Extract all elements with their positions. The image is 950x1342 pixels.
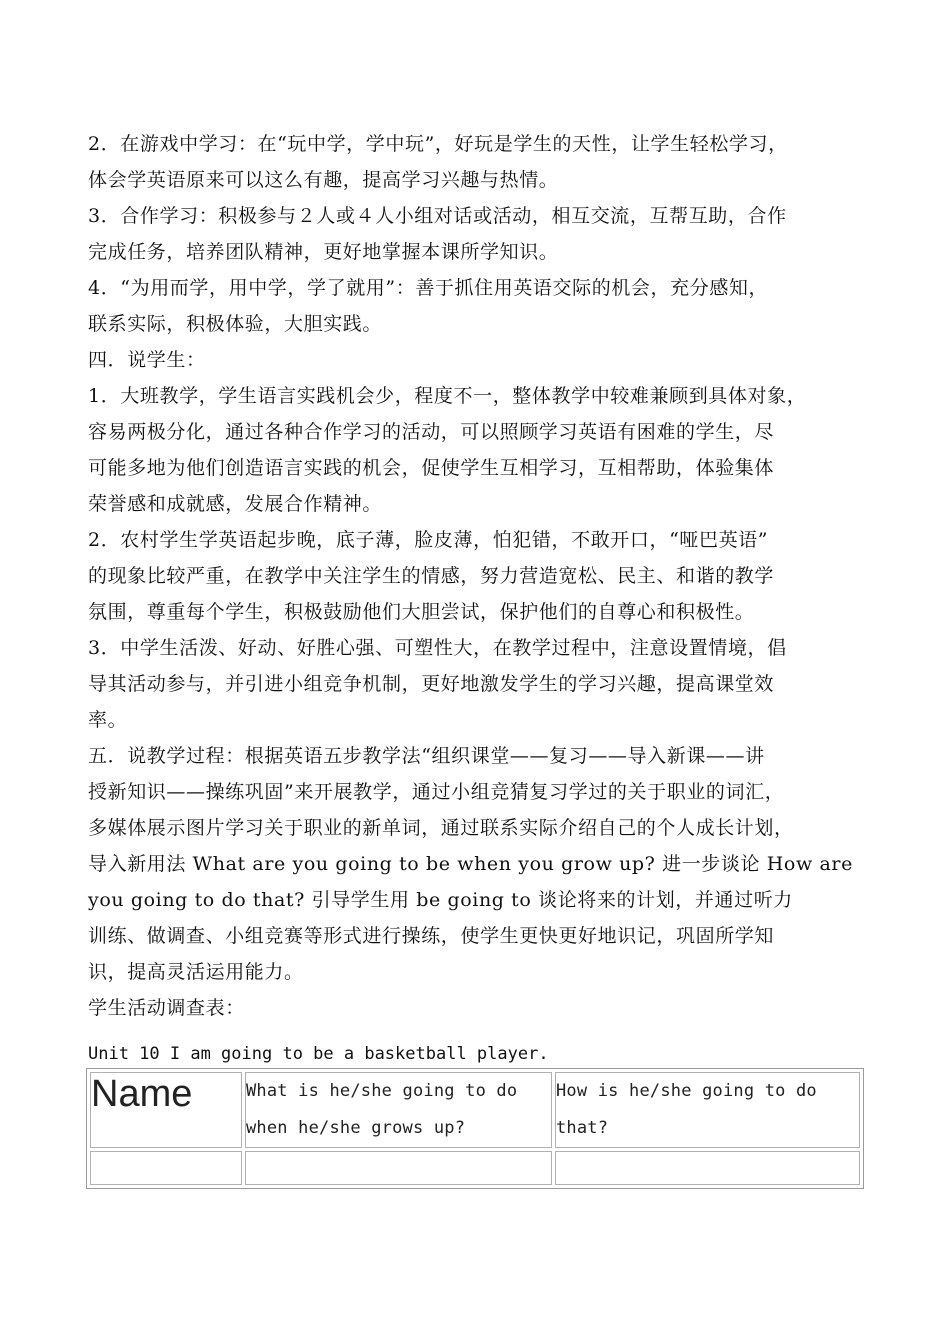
table-header-row xyxy=(90,1072,860,1148)
text-line: 五．说教学过程：根据英语五步教学法“组织课堂——复习——导入新课——讲 xyxy=(88,745,765,767)
text-line: 的现象比较严重，在教学中关注学生的情感，努力营造宽松、民主、和谐的教学 xyxy=(88,565,775,587)
text-line: 3．合作学习：积极参与２人或４人小组对话或活动，相互交流，互帮互助，合作 xyxy=(88,205,787,227)
text-line: 荣誉感和成就感，发展合作精神。 xyxy=(88,493,383,515)
text-line: 体会学英语原来可以这么有趣，提高学习兴趣与热情。 xyxy=(88,169,559,191)
text-line: 识，提高灵活运用能力。 xyxy=(88,961,304,983)
text-line: 学生活动调查表： xyxy=(88,997,245,1019)
survey-table xyxy=(86,1068,864,1189)
text-line: 1．大班教学，学生语言实践机会少，程度不一，整体教学中较难兼顾到具体对象， xyxy=(88,385,807,407)
table-cell xyxy=(90,1151,242,1185)
header-name: Name xyxy=(90,1072,242,1148)
text-line: 导其活动参与，并引进小组竞争机制，更好地激发学生的学习兴趣，提高课堂效 xyxy=(88,673,775,695)
table-row xyxy=(90,1151,860,1185)
table-cell xyxy=(245,1151,552,1185)
header-plan-line2: that? xyxy=(556,1118,609,1138)
table-cell xyxy=(555,1151,860,1185)
text-line: 3．中学生活泼、好动、好胜心强、可塑性大，在教学过程中，注意设置情境，倡 xyxy=(88,637,787,659)
text-line: 2．农村学生学英语起步晚，底子薄，脸皮薄，怕犯错，不敢开口，“哑巴英语” xyxy=(88,529,769,551)
header-future-job-line1: What is he/she going to do xyxy=(246,1081,518,1101)
text-line: 4．“为用而学，用中学，学了就用”：善于抓住用英语交际的机会，充分感知， xyxy=(88,277,769,299)
text-line: 2．在游戏中学习：在“玩中学，学中玩”，好玩是学生的天性，让学生轻松学习， xyxy=(88,133,788,155)
text-line: 完成任务，培养团队精神，更好地掌握本课所学知识。 xyxy=(88,241,559,263)
text-line: 多媒体展示图片学习关于职业的新单词，通过联系实际介绍自己的个人成长计划， xyxy=(88,817,794,839)
header-plan xyxy=(555,1072,860,1148)
header-plan-line1: How is he/she going to do xyxy=(556,1081,817,1101)
header-future-job-line2: when he/she grows up? xyxy=(246,1118,466,1138)
text-line: 可能多地为他们创造语言实践的机会，促使学生互相学习，互相帮助，体验集体 xyxy=(88,457,775,479)
text-line: 四．说学生： xyxy=(88,349,206,371)
text-line: 容易两极分化，通过各种合作学习的活动，可以照顾学习英语有困难的学生，尽 xyxy=(88,421,775,443)
text-line: you going to do that? 引导学生用 be going to 谈论将来的计划，并通过听力 xyxy=(88,889,793,911)
unit-title: Unit 10 I am going to be a basketball player. xyxy=(88,1044,549,1064)
text-line: 氛围，尊重每个学生，积极鼓励他们大胆尝试，保护他们的自尊心和积极性。 xyxy=(88,601,755,623)
text-line: 联系实际，积极体验，大胆实践。 xyxy=(88,313,383,335)
text-line: 授新知识——操练巩固”来开展教学，通过小组竞猜复习学过的关于职业的词汇， xyxy=(88,781,785,803)
text-line: 训练、做调查、小组竞赛等形式进行操练，使学生更快更好地识记，巩固所学知 xyxy=(88,925,775,947)
text-line: 导入新用法 What are you going to be when you grow up? 进一步谈论 How are xyxy=(88,853,853,875)
header-future-job xyxy=(245,1072,552,1148)
text-line: 率。 xyxy=(88,709,128,731)
